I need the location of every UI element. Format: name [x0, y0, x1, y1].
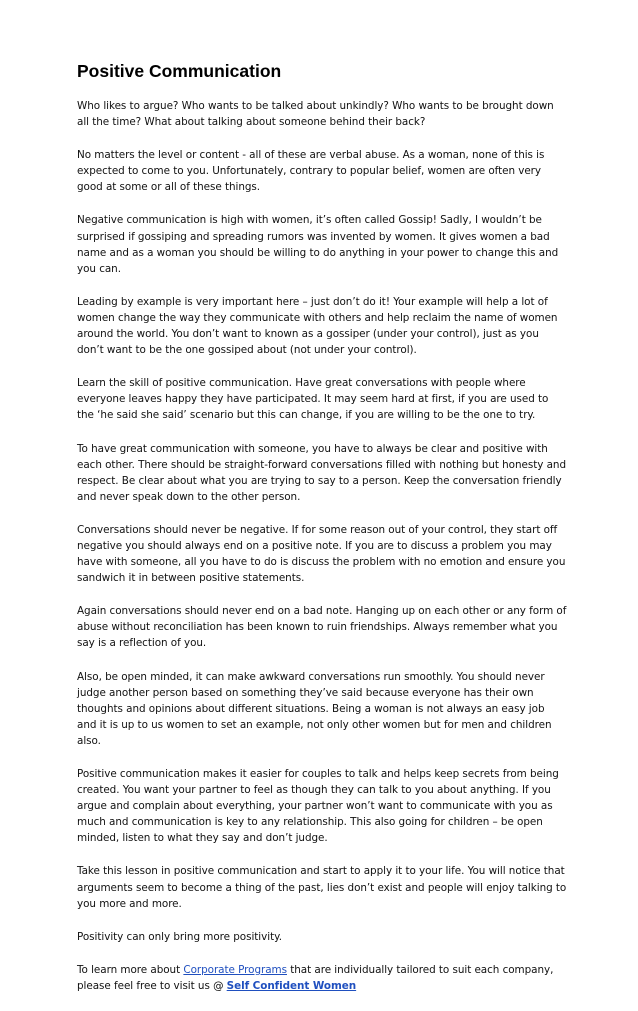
paragraph: No matters the level or content - all of these are verbal abuse. As a woman, none of this is expected to come to you. Unfortunately, contrary to popular belief, women are often very good at some or all of these things. [77, 149, 545, 194]
self-confident-women-link[interactable]: Self Confident Women [226, 979, 357, 992]
corporate-programs-link[interactable]: Corporate Programs [183, 963, 287, 976]
paragraph: Who likes to argue? Who wants to be talked about unkindly? Who wants to be brought down all the time? What about talking about someone behind their back? [77, 100, 554, 129]
paragraph: Take this lesson in positive communication and start to apply it to your life. You will notice that arguments seem to become a thing of the past, lies don’t exist and people will enjoy talking to you more and more. [77, 865, 567, 910]
page-title: Positive Communication [77, 61, 282, 81]
paragraph: Positivity can only bring more positivity. [77, 930, 282, 943]
paragraph: Negative communication is high with women, it’s often called Gossip! Sadly, I wouldn’t be surprised if gossiping and spreading rumors was invented by women. It gives women a bad name and as a woman you should be willing to do anything in your power to change this and you can. [77, 214, 559, 275]
paragraph: Also, be open minded, it can make awkward conversations run smoothly. You should never judge another person based on something they’ve said because everyone has their own thoughts and opinions about different situations. Being a woman is not always an easy job and it is up to us women to set an example, not only other women but for men and children also. [77, 670, 552, 747]
paragraph: Positive communication makes it easier for couples to talk and helps keep secrets from being created. You want your partner to feel as though they can talk to you about anything. If you argue and complain about everything, your partner won’t want to communicate with you as much and communication is key to any relationship. This also going for children – be open minded, listen to what they say and don’t judge. [77, 768, 559, 845]
paragraph: Again conversations should never end on a bad note. Hanging up on each other or any form of abuse without reconciliation has been known to ruin friendships. Always remember what you say is a reflection of you. [77, 605, 567, 650]
document-page [77, 58, 567, 1011]
closing-prefix: To learn more about [77, 963, 184, 976]
paragraph: Learn the skill of positive communication. Have great conversations with people where everyone leaves happy they have participated. It may seem hard at first, if you are used to the ‘he said she said’ scenario but this can change, if you are willing to be the one to try. [77, 377, 549, 422]
closing-paragraph [77, 962, 567, 994]
paragraph: Conversations should never be negative. If for some reason out of your control, they start off negative you should always end on a positive note. If you are to discuss a problem you may have with someone, all you have to do is discuss the problem with no emotion and ensure you sandwich it in between positive statements. [77, 523, 566, 585]
closing-middle: that are individually tailored to suit each company, please feel free to visit us @ [77, 963, 554, 992]
paragraph: To have great communication with someone, you have to always be clear and positive with each other. There should be straight-forward conversations filled with nothing but honesty and respect. Be clear about what you are trying to say to a person. Keep the conversation friendly and never speak down to the other person. [77, 442, 567, 503]
paragraph: Leading by example is very important here – just don’t do it! Your example will help a lot of women change the way they communicate with others and help reclaim the name of women around the world. You don’t want to known as a gossiper (under your control), just as you don’t want to be the one gossiped about (not under your control). [77, 295, 558, 357]
